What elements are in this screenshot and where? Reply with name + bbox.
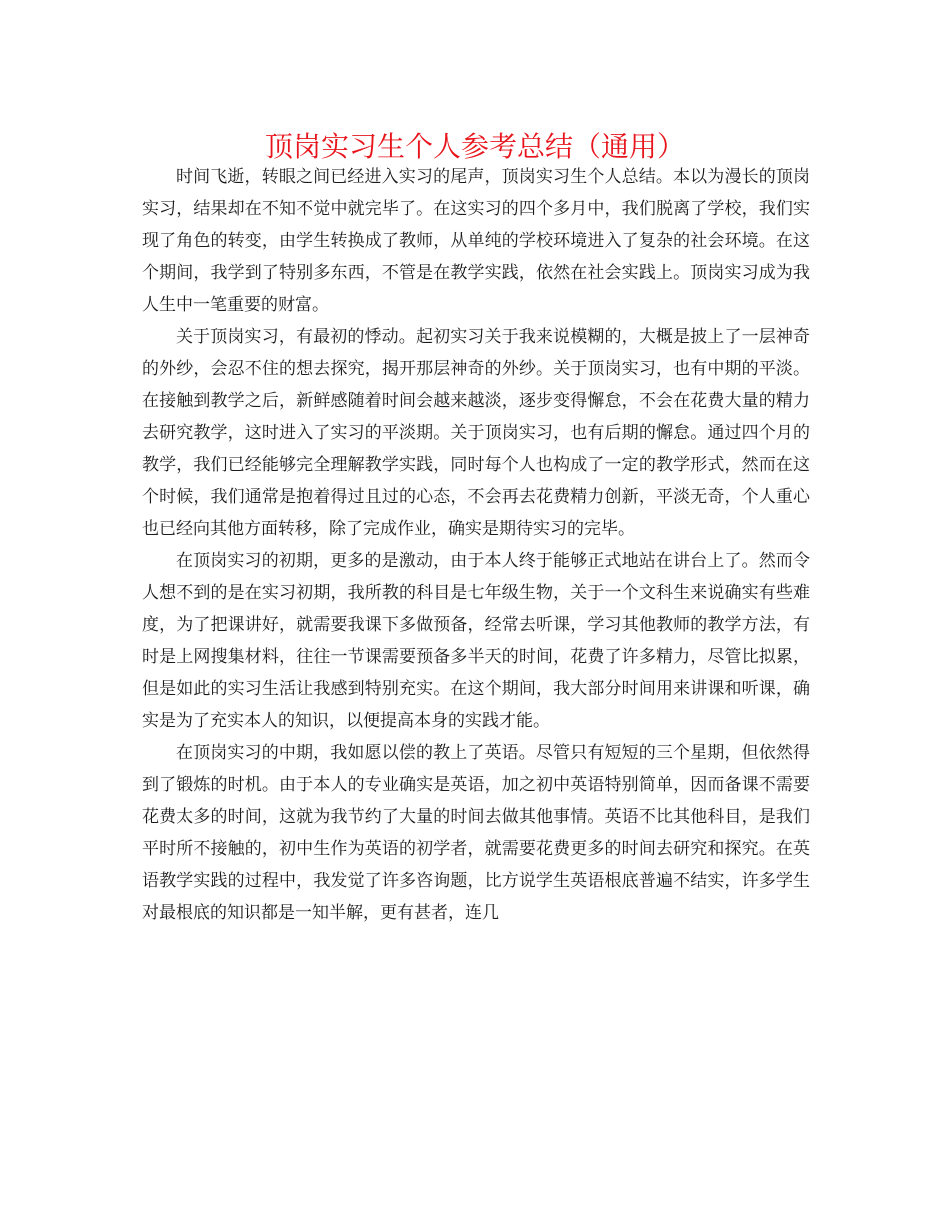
document-title: 顶岗实习生个人参考总结（通用） xyxy=(264,130,685,163)
paragraph-2: 关于顶岗实习，有最初的悸动。起初实习关于我来说模糊的，大概是披上了一层神奇的外纱，会忍不住的想去探究，揭开那层神奇的外纱。关于顶岗实习，也有中期的平淡。在接触到教学之后，新鲜感随着时间会越来越淡，逐步变得懈怠，不会在花费大量的精力去研究教学，这时进入了实习的平淡期。关于顶岗实习，也有后期的懈怠。通过四个月的教学，我们已经能够完全理解教学实践，同时每个人也构成了一定的教学形式，然而在这个时候，我们通常是抱着得过且过的心态，不会再去花费精力创新，平淡无奇，个人重心也已经向其他方面转移，除了完成作业，确实是期待实习的完毕。 xyxy=(142,327,810,539)
paragraph-1: 时间飞逝，转眼之间已经进入实习的尾声，顶岗实习生个人总结。本以为漫长的顶岗实习，结果却在不知不觉中就完毕了。在这实习的四个多月中，我们脱离了学校，我们实现了角色的转变，由学生转换成了教师，从单纯的学校环境进入了复杂的社会环境。在这个期间，我学到了特别多东西，不管是在教学实践，依然在社会实践上。顶岗实习成为我人生中一笔重要的财富。 xyxy=(142,167,810,315)
paragraph-4: 在顶岗实习的中期，我如愿以偿的教上了英语。尽管只有短短的三个星期，但依然得到了锻炼的时机。由于本人的专业确实是英语，加之初中英语特别简单，因而备课不需要花费太多的时间，这就为我节约了大量的时间去做其他事情。英语不比其他科目，是我们平时所不接触的，初中生作为英语的初学者，就需要花费更多的时间去研究和探究。在英语教学实践的过程中，我发觉了许多咨询题，比方说学生英语根底普遍不结实，许多学生对最根底的知识都是一知半解，更有甚者，连几 xyxy=(142,743,810,923)
document-body xyxy=(142,161,810,929)
paragraph-3: 在顶岗实习的初期，更多的是激动，由于本人终于能够正式地站在讲台上了。然而令人想不到的是在实习初期，我所教的科目是七年级生物，关于一个文科生来说确实有些难度，为了把课讲好，就需要我课下多做预备，经常去听课，学习其他教师的教学方法，有时是上网搜集材料，往往一节课需要预备多半天的时间，花费了许多精力，尽管比拟累，但是如此的实习生活让我感到特别充实。在这个期间，我大部分时间用来讲课和听课，确实是为了充实本人的知识，以便提高本身的实践才能。 xyxy=(142,551,810,731)
